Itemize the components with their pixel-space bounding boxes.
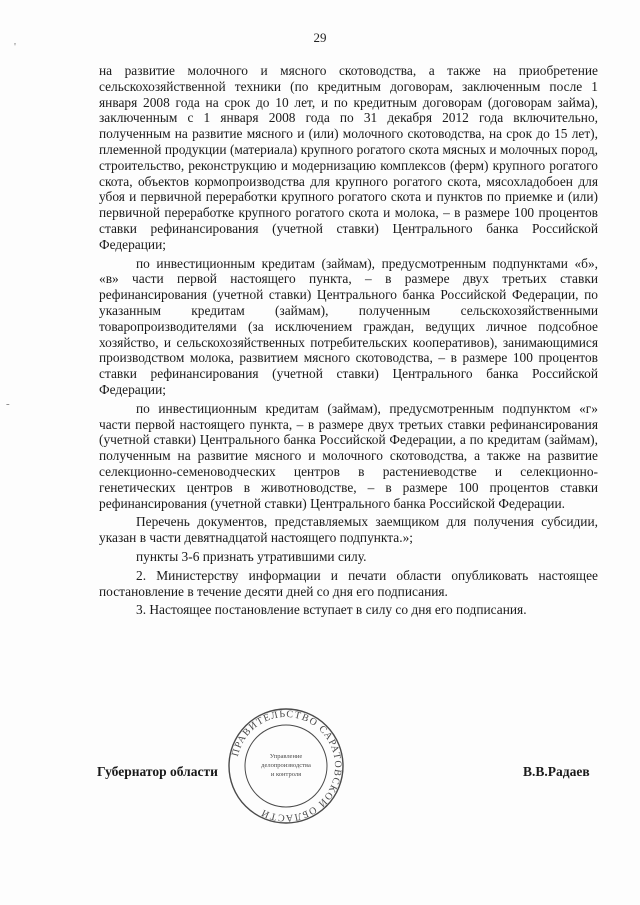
paragraph-3: по инвестиционным кредитам (займам), предусмотренным подпунктом «г» части первой настоящего пункта, – в размере двух третьих ставки рефинансирования (учетной ставки) Центрального банка Российской Федерации, а по кредитам (займам), полученным на развитие мясного и молочного скотоводства, а также на развитие селекционно-семеноводческих центров в растениеводстве и селекционно-генетических центров в животноводстве, – в размере 100 процентов ставки рефинансирования (учетной ставки) Центрального банка Российской Федерации. <box>99 400 598 511</box>
paragraph-6: 2. Министерству информации и печати области опубликовать настоящее постановление в течение десяти дней со дня его подписания. <box>99 567 598 599</box>
paragraph-7: 3. Настоящее постановление вступает в силу со дня его подписания. <box>136 602 527 618</box>
page-number: 29 <box>313 30 327 45</box>
paragraph-2: по инвестиционным кредитам (займам), предусмотренным подпунктами «б», «в» части первой настоящего пункта, – в размере двух третьих ставки рефинансирования (учетной ставки) Центрального банка Российской Федерации, по указанным кредитам (займам), полученным сельскохозяйственными товаропроизводителями (за исключением граждан, ведущих личное подсобное хозяйство, и сельскохозяйственных потребительских кооперативов), занимающимися производством молока, развитием мясного скотоводства, – в размере 100 процентов ставки рефинансирования (учетной ставки) Центрального банка Российской Федерации; <box>99 255 598 397</box>
paragraph-4: Перечень документов, представляемых заемщиком для получения субсидии, указан в части девятнадцатой настоящего подпункта.»; <box>99 514 598 546</box>
stamp-outer-text: ПРАВИТЕЛЬСТВО САРАТОВСКОЙ ОБЛАСТИ <box>229 708 344 824</box>
official-stamp <box>226 706 346 826</box>
document-body <box>99 63 598 618</box>
signatory-title: Губернатор области <box>97 764 218 779</box>
scan-mark-top: ' <box>14 41 16 53</box>
stamp-inner-line-1: Управление <box>269 753 303 760</box>
signatory-name: В.В.Радаев <box>523 764 590 779</box>
paragraph-1: на развитие молочного и мясного скотоводства, а также на приобретение сельскохозяйственной техники (по кредитным договорам, заключенным после 1 января 2008 года на срок до 10 лет, и по кредитным договорам (договорам займа), заключенным с 1 января 2008 года по 31 декабря 2012 года включительно, полученным на развитие мясного и (или) молочного скотоводства, на срок до 15 лет), племенной продукции (материала) крупного рогатого скота мясных и молочных пород, строительство, реконструкцию и модернизацию комплексов (ферм) крупного рогатого скота, объектов кормопроизводства для крупного рогатого скота, мясохладобоен для убоя и первичной переработки крупного рогатого скота и пунктов по приемке и (или) первичной переработке крупного рогатого скота и молока, – в размере 100 процентов ставки рефинансирования (учетной ставки) Центрального банка Российской Федерации; <box>99 63 598 252</box>
stamp-inner-line-2: делопроизводства <box>261 762 311 769</box>
paragraph-5: пункты 3-6 признать утратившими силу. <box>136 548 367 564</box>
stamp-inner-line-3: и контроля <box>270 771 302 778</box>
scan-mark-middle: - <box>6 398 10 410</box>
